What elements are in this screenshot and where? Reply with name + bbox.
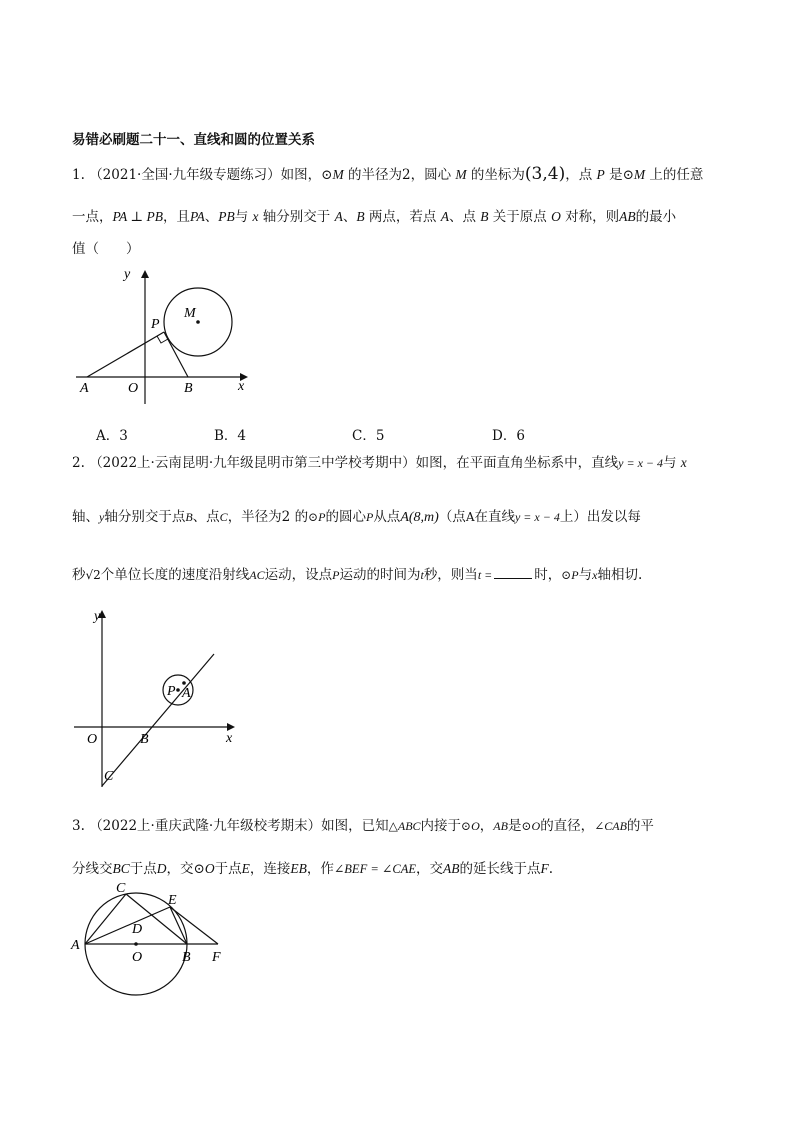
q3-math: E xyxy=(241,861,250,876)
label-A: A xyxy=(71,938,80,953)
q2-math: B xyxy=(185,510,193,524)
q3-math: ∠BEF = ∠CAE xyxy=(333,862,416,876)
q3-text: 的平 xyxy=(626,818,654,834)
q2-text: 与 xyxy=(578,567,593,583)
q3-math: ⊙O xyxy=(521,819,541,833)
q3-text: 于点 xyxy=(214,861,242,877)
q3-text: 是 xyxy=(507,818,522,834)
q1-text: 两点，若点 xyxy=(364,209,441,225)
q2-text: 、点 xyxy=(192,509,220,525)
q2-text: 从点 xyxy=(373,509,401,525)
q2-text: 上）出发以每 xyxy=(559,509,641,525)
q1-line-3: 值（ ） xyxy=(72,241,140,257)
q3-line-2 xyxy=(72,860,553,878)
q2-text: 个单位长度的速度沿射线 xyxy=(100,567,250,583)
q3-source: （2022上·重庆武隆·九年级校考期末） xyxy=(89,818,322,834)
option-a: A．3 xyxy=(96,428,128,444)
label-O: O xyxy=(132,950,143,965)
q2-text: 轴相切. xyxy=(597,567,643,583)
q3-text: 于点 xyxy=(129,861,157,877)
q2-math: x xyxy=(680,455,687,470)
q1-math: AB xyxy=(619,209,636,224)
q1-text: 上的任意 xyxy=(645,167,704,183)
q2-math: ⊙P xyxy=(561,568,579,582)
q2-text: 运动，设点 xyxy=(264,567,333,583)
q1-text: 关于原点 xyxy=(488,209,552,225)
q2-math: C xyxy=(219,510,228,524)
q2-line-1 xyxy=(72,454,687,472)
q2-text: 运动的时间为 xyxy=(339,567,421,583)
q1-math: ⊙M xyxy=(622,167,646,182)
q1-math: x xyxy=(252,209,259,224)
q2-math: √2 xyxy=(85,568,101,582)
q1-math: O xyxy=(551,209,561,224)
q3-text: ，作 xyxy=(306,861,334,877)
q1-text: 的最小 xyxy=(635,209,677,225)
q1-text: 轴分别交于 xyxy=(258,209,335,225)
q1-text: 对称，则 xyxy=(560,209,620,225)
q1-math: PA xyxy=(189,209,205,224)
q3-text: 分线交 xyxy=(72,861,113,877)
q3-text: ，连接 xyxy=(249,861,291,877)
q3-text: 的直径， xyxy=(540,818,595,834)
q1-text: 、点 xyxy=(448,209,481,225)
q3-text: ，交 xyxy=(415,861,443,877)
q2-math: y = x − 4 xyxy=(514,510,560,524)
label-x: x xyxy=(226,731,233,746)
q2-math: y xyxy=(99,510,105,524)
label-D: D xyxy=(132,922,143,937)
q2-math: A(8,m) xyxy=(400,510,439,525)
q1-text: ，且 xyxy=(162,209,190,225)
label-B: B xyxy=(140,732,149,747)
q3-number: 3. xyxy=(72,818,85,834)
q1-text: 的半径为2，圆心 xyxy=(343,167,456,183)
q2-text: 如图，在平面直角坐标系中，直线 xyxy=(415,455,619,471)
q3-text: 内接于 xyxy=(420,818,462,834)
q2-math: y = x − 4 xyxy=(618,456,663,470)
q3-text: . xyxy=(548,861,554,877)
q1-math: A xyxy=(440,209,449,224)
q2-text: 轴分别交于点 xyxy=(104,509,186,525)
q2-text: 轴、 xyxy=(72,509,99,525)
option-c: C．5 xyxy=(352,428,385,444)
q2-math: A xyxy=(465,510,475,524)
q3-math: ∠CAB xyxy=(594,819,627,833)
label-E: E xyxy=(168,893,177,908)
q1-math: (3,4) xyxy=(524,164,566,184)
q2-math: x xyxy=(592,568,598,582)
q2-math: AC xyxy=(249,568,265,582)
q2-source: （2022上·云南昆明·九年级昆明市第三中学校考期中） xyxy=(89,455,416,471)
label-y: y xyxy=(124,267,131,282)
q2-text: 时， xyxy=(534,567,562,583)
q3-math: BC xyxy=(112,861,130,876)
q3-math: △ABC xyxy=(388,819,421,833)
q1-text: 的坐标为 xyxy=(466,167,525,183)
q3-text: 如图，已知 xyxy=(321,818,389,834)
q3-math: ⊙O xyxy=(193,861,215,876)
q1-source: （2021·全国·九年级专题练习） xyxy=(89,167,281,183)
q3-math: AB xyxy=(493,819,508,833)
q1-math: B xyxy=(480,209,489,224)
label-x: x xyxy=(238,379,245,394)
q1-math: ⊙M xyxy=(321,167,344,182)
q1-figure xyxy=(66,262,266,408)
q2-figure xyxy=(72,602,252,792)
q3-math: D xyxy=(156,861,167,876)
q3-figure xyxy=(66,880,246,1020)
q2-number: 2. xyxy=(72,455,85,471)
label-P: P xyxy=(151,317,160,332)
label-P: P xyxy=(167,684,176,699)
label-A: A xyxy=(182,686,191,701)
q1-text: 、 xyxy=(342,209,357,225)
q3-math: EB xyxy=(290,861,307,876)
q1-math: M xyxy=(455,167,467,182)
q2-text: 在直线 xyxy=(474,509,515,525)
q3-math: F xyxy=(540,861,549,876)
q1-line-1 xyxy=(72,165,703,184)
q2-math: P xyxy=(365,510,374,524)
option-b: B．4 xyxy=(214,428,247,444)
q2-line-2 xyxy=(72,508,641,527)
label-O: O xyxy=(87,732,98,747)
q1-math: B xyxy=(356,209,365,224)
q1-math: A xyxy=(334,209,343,224)
q2-text: 秒，则当 xyxy=(423,567,478,583)
q1-number: 1. xyxy=(72,167,85,183)
q3-text: ，交 xyxy=(166,861,194,877)
q1-math: P xyxy=(596,167,605,182)
q2-math: t = xyxy=(477,568,493,582)
q2-math: P xyxy=(332,568,340,582)
label-M: M xyxy=(184,306,196,321)
q2-text: 与 xyxy=(663,455,681,471)
q1-text: 一点， xyxy=(72,209,113,225)
q2-text: （点 xyxy=(438,509,466,525)
label-B: B xyxy=(182,950,191,965)
q3-math: ⊙O xyxy=(461,819,480,833)
label-y: y xyxy=(94,609,101,624)
section-title: 易错必刷题二十一、直线和圆的位置关系 xyxy=(72,132,315,148)
q2-math: t xyxy=(420,568,424,582)
answer-blank[interactable] xyxy=(494,566,532,579)
q2-text: 的圆心 xyxy=(325,509,366,525)
label-A: A xyxy=(80,381,89,396)
q3-text: ， xyxy=(479,818,494,834)
q2-line-3 xyxy=(72,566,642,584)
q1-text: ，点 xyxy=(565,167,597,183)
q1-math: PA ⊥ PB xyxy=(112,209,163,224)
q1-math: PB xyxy=(218,209,235,224)
q3-math: AB xyxy=(442,861,460,876)
q3-line-1 xyxy=(72,817,654,835)
q2-text: 秒 xyxy=(72,567,86,583)
q1-line-2 xyxy=(72,208,676,226)
label-F: F xyxy=(212,950,221,965)
q2-text: ，半径为2 的 xyxy=(227,509,309,525)
label-C: C xyxy=(116,881,126,896)
q1-text: 是 xyxy=(604,167,623,183)
q1-text: 与 xyxy=(234,209,253,225)
label-B: B xyxy=(184,381,193,396)
label-C: C xyxy=(104,769,114,784)
q2-math: ⊙P xyxy=(308,510,326,524)
label-O: O xyxy=(128,381,139,396)
q3-text: 的延长线于点 xyxy=(459,861,541,877)
q1-text: 、 xyxy=(204,209,219,225)
option-d: D．6 xyxy=(492,428,525,444)
q1-text: 如图， xyxy=(280,167,322,183)
